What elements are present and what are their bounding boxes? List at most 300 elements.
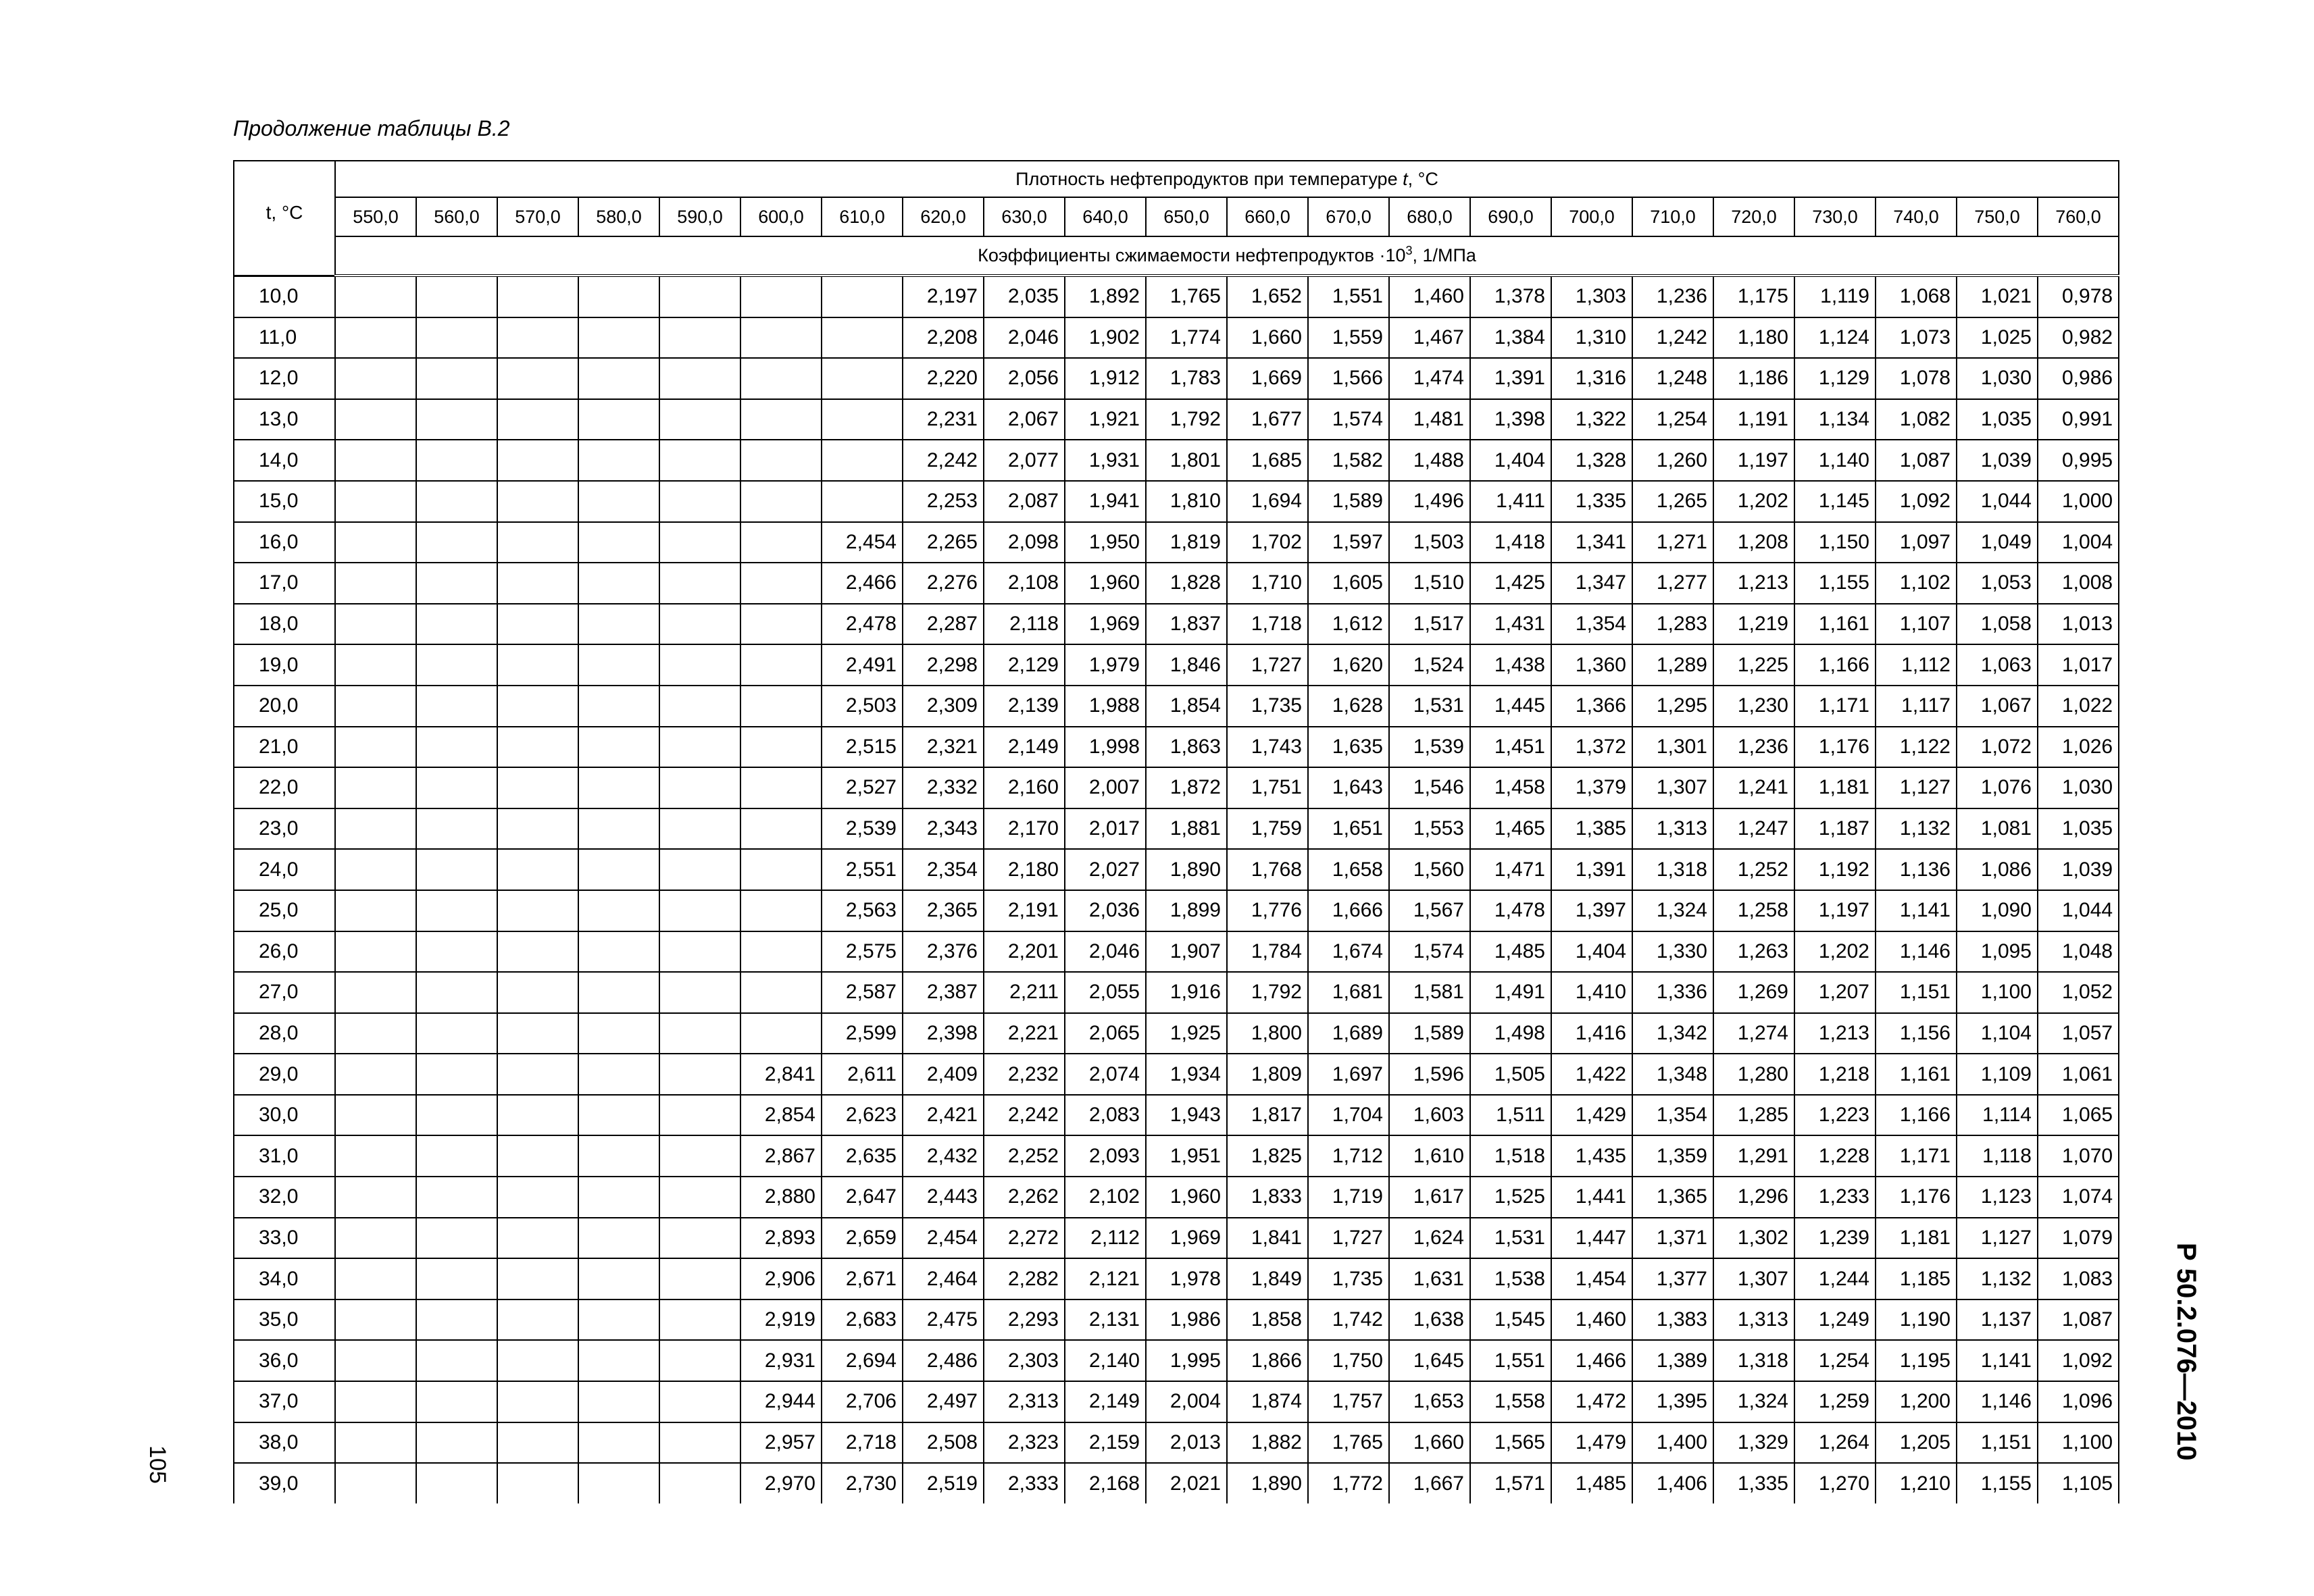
coefficient-cell <box>497 1013 578 1054</box>
coefficient-cell: 1,558 <box>1470 1381 1551 1422</box>
coefficient-cell <box>822 399 903 440</box>
coefficient-cell: 2,635 <box>822 1135 903 1177</box>
coefficient-cell: 1,620 <box>1308 644 1389 686</box>
coefficient-cell: 2,046 <box>984 317 1065 359</box>
coefficient-cell: 1,551 <box>1470 1340 1551 1381</box>
table-row <box>234 1218 2119 1259</box>
temperature-cell: 23,0 <box>234 808 335 850</box>
table-row <box>234 1177 2119 1218</box>
coefficient-cell: 1,768 <box>1227 849 1308 890</box>
table-row <box>234 686 2119 727</box>
coefficient-cell: 1,329 <box>1713 1422 1794 1464</box>
coefficient-cell: 1,322 <box>1551 399 1632 440</box>
coefficient-cell: 1,197 <box>1713 440 1794 481</box>
coefficient-cell: 1,213 <box>1794 1013 1876 1054</box>
coefficient-cell <box>659 1054 740 1095</box>
coefficient-cell: 1,597 <box>1308 522 1389 563</box>
coefficient-cell: 1,208 <box>1713 522 1794 563</box>
coefficient-cell: 1,800 <box>1227 1013 1308 1054</box>
coefficient-cell: 1,751 <box>1227 767 1308 808</box>
coefficient-cell <box>578 1381 659 1422</box>
coefficient-cell: 1,073 <box>1876 317 1957 359</box>
coefficient-cell: 1,316 <box>1551 358 1632 399</box>
coefficient-cell: 1,185 <box>1876 1258 1957 1299</box>
coefficient-cell <box>740 399 822 440</box>
coefficient-cell: 1,252 <box>1713 849 1794 890</box>
coefficient-cell: 1,689 <box>1308 1013 1389 1054</box>
coefficient-cell: 1,422 <box>1551 1054 1632 1095</box>
coefficient-cell: 1,735 <box>1308 1258 1389 1299</box>
coefficient-cell: 1,141 <box>1876 890 1957 931</box>
coefficient-cell <box>335 849 416 890</box>
density-header-cell: 740,0 <box>1876 197 1957 236</box>
coefficient-cell: 1,969 <box>1146 1218 1227 1259</box>
coefficient-cell: 2,313 <box>984 1381 1065 1422</box>
table-row <box>234 1095 2119 1136</box>
coefficient-cell: 1,660 <box>1389 1422 1470 1464</box>
temperature-cell: 16,0 <box>234 522 335 563</box>
coefficient-cell <box>416 931 497 973</box>
coefficient-cell <box>578 727 659 768</box>
coefficient-cell: 1,411 <box>1470 481 1551 522</box>
coefficient-cell: 1,057 <box>2038 1013 2119 1054</box>
coefficient-cell: 1,467 <box>1389 317 1470 359</box>
coefficient-cell: 1,750 <box>1308 1340 1389 1381</box>
coefficient-cell <box>659 1299 740 1341</box>
coefficient-cell: 1,674 <box>1308 931 1389 973</box>
coefficient-cell <box>578 767 659 808</box>
coefficient-cell: 2,970 <box>740 1463 822 1503</box>
coefficient-cell <box>740 522 822 563</box>
coefficient-cell: 1,330 <box>1632 931 1713 973</box>
coefficient-cell: 1,096 <box>2038 1381 2119 1422</box>
coefficient-cell: 1,931 <box>1065 440 1146 481</box>
coefficient-cell <box>497 481 578 522</box>
coefficient-cell: 1,474 <box>1389 358 1470 399</box>
coefficient-cell: 1,517 <box>1389 604 1470 645</box>
coefficient-cell: 1,566 <box>1308 358 1389 399</box>
coefficient-cell: 1,445 <box>1470 686 1551 727</box>
coefficient-cell: 2,027 <box>1065 849 1146 890</box>
coefficient-cell: 1,271 <box>1632 522 1713 563</box>
coefficient-cell: 1,882 <box>1227 1422 1308 1464</box>
coefficient-cell: 1,230 <box>1713 686 1794 727</box>
coefficient-cell: 1,431 <box>1470 604 1551 645</box>
coefficient-cell: 1,236 <box>1713 727 1794 768</box>
coefficient-cell <box>578 1258 659 1299</box>
coefficient-cell: 2,508 <box>903 1422 984 1464</box>
coefficient-cell: 1,008 <box>2038 563 2119 604</box>
coefficient-cell: 1,605 <box>1308 563 1389 604</box>
coefficient-cell: 1,107 <box>1876 604 1957 645</box>
coefficient-cell: 1,783 <box>1146 358 1227 399</box>
coefficient-cell <box>416 808 497 850</box>
coefficient-cell: 1,628 <box>1308 686 1389 727</box>
coefficient-cell: 1,137 <box>1957 1299 2038 1341</box>
coefficient-cell: 1,892 <box>1065 276 1146 317</box>
coefficient-cell <box>578 1218 659 1259</box>
temperature-cell: 22,0 <box>234 767 335 808</box>
coefficient-cell: 1,774 <box>1146 317 1227 359</box>
density-header-cell: 670,0 <box>1308 197 1389 236</box>
table-row <box>234 1299 2119 1341</box>
coefficient-cell: 2,140 <box>1065 1340 1146 1381</box>
coefficient-cell: 2,854 <box>740 1095 822 1136</box>
coefficient-cell <box>497 276 578 317</box>
coefficient-cell: 1,658 <box>1308 849 1389 890</box>
coefficient-cell <box>497 1095 578 1136</box>
coefficient-cell: 1,328 <box>1551 440 1632 481</box>
coefficient-cell: 1,061 <box>2038 1054 2119 1095</box>
coefficient-cell: 1,677 <box>1227 399 1308 440</box>
coefficient-cell: 1,342 <box>1632 1013 1713 1054</box>
coefficient-cell: 1,988 <box>1065 686 1146 727</box>
coefficient-cell: 1,283 <box>1632 604 1713 645</box>
coefficient-cell: 1,978 <box>1146 1258 1227 1299</box>
coefficient-cell: 1,119 <box>1794 276 1876 317</box>
coefficient-cell: 2,231 <box>903 399 984 440</box>
temperature-cell: 39,0 <box>234 1463 335 1503</box>
coefficient-cell <box>335 1381 416 1422</box>
temperature-cell: 38,0 <box>234 1422 335 1464</box>
coefficient-cell: 1,044 <box>1957 481 2038 522</box>
coefficient-cell <box>659 1463 740 1503</box>
coefficient-cell: 2,035 <box>984 276 1065 317</box>
coefficient-cell: 2,611 <box>822 1054 903 1095</box>
coefficient-cell: 1,581 <box>1389 972 1470 1013</box>
coefficient-cell: 2,282 <box>984 1258 1065 1299</box>
coefficient-cell: 2,551 <box>822 849 903 890</box>
coefficient-cell <box>335 1299 416 1341</box>
coefficient-cell: 1,118 <box>1957 1135 2038 1177</box>
coefficient-cell: 1,150 <box>1794 522 1876 563</box>
coefficient-cell: 1,030 <box>1957 358 2038 399</box>
coefficient-cell: 2,683 <box>822 1299 903 1341</box>
coefficient-cell: 1,146 <box>1957 1381 2038 1422</box>
coefficient-cell <box>740 481 822 522</box>
coefficient-cell: 1,589 <box>1389 1013 1470 1054</box>
coefficient-cell: 1,035 <box>2038 808 2119 850</box>
coefficient-cell: 1,488 <box>1389 440 1470 481</box>
coefficient-cell: 2,253 <box>903 481 984 522</box>
coefficient-cell: 2,121 <box>1065 1258 1146 1299</box>
coefficient-cell: 1,710 <box>1227 563 1308 604</box>
coefficient-cell: 1,943 <box>1146 1095 1227 1136</box>
table-row <box>234 358 2119 399</box>
coefficient-cell: 1,491 <box>1470 972 1551 1013</box>
coefficient-cell <box>335 358 416 399</box>
coefficient-cell: 1,210 <box>1876 1463 1957 1503</box>
coefficient-cell: 1,335 <box>1713 1463 1794 1503</box>
coefficient-cell <box>740 890 822 931</box>
coefficient-cell: 1,187 <box>1794 808 1876 850</box>
table-row <box>234 276 2119 317</box>
coefficient-cell <box>416 481 497 522</box>
coefficient-cell <box>497 808 578 850</box>
coefficient-cell <box>335 276 416 317</box>
coefficient-cell: 2,343 <box>903 808 984 850</box>
coefficient-cell <box>578 808 659 850</box>
coefficient-cell: 1,086 <box>1957 849 2038 890</box>
coefficient-cell <box>497 727 578 768</box>
coefficient-cell: 1,082 <box>1876 399 1957 440</box>
coefficient-cell: 1,559 <box>1308 317 1389 359</box>
coefficient-cell <box>497 931 578 973</box>
temperature-cell: 24,0 <box>234 849 335 890</box>
coefficient-cell <box>659 849 740 890</box>
coefficient-cell: 1,617 <box>1389 1177 1470 1218</box>
coefficient-cell: 1,496 <box>1389 481 1470 522</box>
coefficient-cell: 2,077 <box>984 440 1065 481</box>
coefficient-cell <box>497 522 578 563</box>
coefficient-cell: 1,223 <box>1794 1095 1876 1136</box>
coefficient-cell <box>335 890 416 931</box>
coefficient-cell: 1,498 <box>1470 1013 1551 1054</box>
coefficient-cell <box>578 1095 659 1136</box>
coefficient-cell <box>335 522 416 563</box>
coefficient-cell: 1,539 <box>1389 727 1470 768</box>
coefficient-cell: 2,718 <box>822 1422 903 1464</box>
coefficient-cell: 1,087 <box>1876 440 1957 481</box>
coefficient-cell: 2,004 <box>1146 1381 1227 1422</box>
coefficient-cell <box>822 440 903 481</box>
coefficient-cell: 2,139 <box>984 686 1065 727</box>
coefficient-cell <box>335 399 416 440</box>
coefficient-cell: 1,365 <box>1632 1177 1713 1218</box>
coefficient-cell: 1,478 <box>1470 890 1551 931</box>
table-row <box>234 604 2119 645</box>
coefficient-cell: 1,551 <box>1308 276 1389 317</box>
coefficient-cell: 1,175 <box>1713 276 1794 317</box>
coefficient-cell <box>740 808 822 850</box>
coef-title <box>335 236 2119 276</box>
coefficient-cell: 1,425 <box>1470 563 1551 604</box>
coefficient-cell: 1,610 <box>1389 1135 1470 1177</box>
coefficient-cell: 1,100 <box>2038 1422 2119 1464</box>
coefficient-cell <box>416 890 497 931</box>
coefficient-cell: 1,117 <box>1876 686 1957 727</box>
coefficient-cell <box>578 890 659 931</box>
coefficient-cell <box>659 931 740 973</box>
coefficient-cell: 1,192 <box>1794 849 1876 890</box>
coefficient-cell <box>497 644 578 686</box>
coefficient-cell: 1,280 <box>1713 1054 1794 1095</box>
coefficient-cell: 1,837 <box>1146 604 1227 645</box>
coefficient-cell <box>416 1218 497 1259</box>
coefficient-cell: 1,202 <box>1794 931 1876 973</box>
coefficient-cell: 2,102 <box>1065 1177 1146 1218</box>
coefficient-cell: 1,960 <box>1065 563 1146 604</box>
document-code: Р 50.2.076—2010 <box>2171 1243 2201 1461</box>
coefficient-cell: 1,140 <box>1794 440 1876 481</box>
coefficient-cell: 1,525 <box>1470 1177 1551 1218</box>
coefficient-cell: 2,464 <box>903 1258 984 1299</box>
density-header-cell: 590,0 <box>659 197 740 236</box>
coefficient-cell: 2,957 <box>740 1422 822 1464</box>
table-row <box>234 317 2119 359</box>
coefficient-cell <box>659 1135 740 1177</box>
coefficient-cell: 1,260 <box>1632 440 1713 481</box>
table-row <box>234 563 2119 604</box>
coefficient-cell: 1,624 <box>1389 1218 1470 1259</box>
coefficient-cell: 1,743 <box>1227 727 1308 768</box>
coefficient-cell <box>578 563 659 604</box>
coefficient-cell: 1,524 <box>1389 644 1470 686</box>
coefficient-cell: 1,127 <box>1876 767 1957 808</box>
table-row <box>234 1054 2119 1095</box>
density-title <box>335 161 2119 197</box>
coefficient-cell: 1,132 <box>1876 808 1957 850</box>
coefficient-cell <box>578 1013 659 1054</box>
coefficient-cell: 1,186 <box>1713 358 1794 399</box>
coefficient-cell: 2,098 <box>984 522 1065 563</box>
coefficient-cell: 1,863 <box>1146 727 1227 768</box>
coefficient-cell: 0,991 <box>2038 399 2119 440</box>
temperature-cell: 19,0 <box>234 644 335 686</box>
coefficient-cell: 2,575 <box>822 931 903 973</box>
coefficient-cell: 1,712 <box>1308 1135 1389 1177</box>
coefficient-cell: 2,149 <box>1065 1381 1146 1422</box>
coefficient-cell: 1,697 <box>1308 1054 1389 1095</box>
coefficient-cell: 1,347 <box>1551 563 1632 604</box>
coefficient-cell: 1,538 <box>1470 1258 1551 1299</box>
coefficient-cell: 1,122 <box>1876 727 1957 768</box>
coefficient-cell <box>578 1340 659 1381</box>
coefficient-cell <box>335 563 416 604</box>
coefficient-cell: 2,221 <box>984 1013 1065 1054</box>
temperature-cell: 12,0 <box>234 358 335 399</box>
coef-title-text: Коэффициенты сжимаемости нефтепродуктов ·10 <box>978 245 1406 265</box>
coefficient-cell <box>335 1095 416 1136</box>
coefficient-cell <box>497 1463 578 1503</box>
coefficient-cell: 2,242 <box>984 1095 1065 1136</box>
coefficient-cell <box>416 1381 497 1422</box>
coefficient-cell: 2,056 <box>984 358 1065 399</box>
coefficient-cell: 1,318 <box>1713 1340 1794 1381</box>
coefficient-cell: 1,205 <box>1876 1422 1957 1464</box>
coefficient-cell: 1,021 <box>1957 276 2038 317</box>
coefficient-cell: 1,603 <box>1389 1095 1470 1136</box>
coefficient-cell: 1,742 <box>1308 1299 1389 1341</box>
density-header-cell: 660,0 <box>1227 197 1308 236</box>
coefficient-cell: 2,841 <box>740 1054 822 1095</box>
coefficient-cell: 1,899 <box>1146 890 1227 931</box>
coefficient-cell <box>335 686 416 727</box>
coefficient-cell <box>416 1299 497 1341</box>
coefficient-cell: 1,872 <box>1146 767 1227 808</box>
coefficient-cell: 1,471 <box>1470 849 1551 890</box>
coefficient-cell <box>740 767 822 808</box>
coefficient-cell: 2,563 <box>822 890 903 931</box>
coefficient-cell: 1,197 <box>1794 890 1876 931</box>
density-header-cell: 760,0 <box>2038 197 2119 236</box>
coefficient-cell: 1,950 <box>1065 522 1146 563</box>
coefficient-cell <box>335 1218 416 1259</box>
coefficient-cell: 2,208 <box>903 317 984 359</box>
coefficient-cell: 1,377 <box>1632 1258 1713 1299</box>
temperature-cell: 21,0 <box>234 727 335 768</box>
coefficient-cell: 1,136 <box>1876 849 1957 890</box>
coefficient-cell <box>335 481 416 522</box>
coefficient-cell <box>578 276 659 317</box>
coefficient-cell: 1,574 <box>1389 931 1470 973</box>
coefficient-cell: 1,866 <box>1227 1340 1308 1381</box>
coefficient-cell: 1,166 <box>1794 644 1876 686</box>
coefficient-cell: 1,129 <box>1794 358 1876 399</box>
coefficient-cell: 1,397 <box>1551 890 1632 931</box>
coefficient-cell: 2,421 <box>903 1095 984 1136</box>
coefficient-cell: 1,612 <box>1308 604 1389 645</box>
coefficient-cell <box>497 604 578 645</box>
density-header-cell: 620,0 <box>903 197 984 236</box>
coefficient-cell: 2,398 <box>903 1013 984 1054</box>
table-row <box>234 1013 2119 1054</box>
coefficient-cell: 1,100 <box>1957 972 2038 1013</box>
coefficient-cell <box>497 890 578 931</box>
coefficient-cell: 1,418 <box>1470 522 1551 563</box>
coefficient-cell: 1,176 <box>1876 1177 1957 1218</box>
coefficient-cell: 1,151 <box>1957 1422 2038 1464</box>
coefficient-cell: 2,659 <box>822 1218 903 1259</box>
coefficient-cell <box>740 440 822 481</box>
table-row <box>234 1258 2119 1299</box>
coefficient-cell: 1,259 <box>1794 1381 1876 1422</box>
coefficient-cell: 1,941 <box>1065 481 1146 522</box>
coefficient-cell: 2,220 <box>903 358 984 399</box>
coefficient-cell: 2,519 <box>903 1463 984 1503</box>
coefficient-cell: 1,451 <box>1470 727 1551 768</box>
coefficient-cell: 2,055 <box>1065 972 1146 1013</box>
coefficient-cell: 2,159 <box>1065 1422 1146 1464</box>
coefficient-cell: 1,039 <box>2038 849 2119 890</box>
coefficient-cell: 2,730 <box>822 1463 903 1503</box>
coefficient-cell: 1,384 <box>1470 317 1551 359</box>
coefficient-cell <box>335 1340 416 1381</box>
coefficient-cell: 1,485 <box>1551 1463 1632 1503</box>
coefficient-cell <box>497 1299 578 1341</box>
coefficient-cell <box>335 1422 416 1464</box>
coefficient-cell <box>497 1381 578 1422</box>
coefficient-cell: 1,511 <box>1470 1095 1551 1136</box>
coefficient-cell: 1,166 <box>1876 1095 1957 1136</box>
coefficient-cell: 1,765 <box>1308 1422 1389 1464</box>
coefficient-cell: 1,313 <box>1632 808 1713 850</box>
coefficient-cell: 1,817 <box>1227 1095 1308 1136</box>
coefficient-cell <box>335 317 416 359</box>
coefficient-cell: 2,694 <box>822 1340 903 1381</box>
coefficient-cell: 1,109 <box>1957 1054 2038 1095</box>
density-header-cell: 650,0 <box>1146 197 1227 236</box>
coefficient-cell: 1,735 <box>1227 686 1308 727</box>
coefficient-cell: 0,995 <box>2038 440 2119 481</box>
coefficient-cell: 1,039 <box>1957 440 2038 481</box>
coefficient-cell: 1,341 <box>1551 522 1632 563</box>
coefficient-cell <box>740 563 822 604</box>
coefficient-cell: 2,880 <box>740 1177 822 1218</box>
coefficient-cell: 1,391 <box>1470 358 1551 399</box>
table-row <box>234 1340 2119 1381</box>
coefficient-cell: 1,660 <box>1227 317 1308 359</box>
coefficient-cell: 2,242 <box>903 440 984 481</box>
coefficient-cell: 1,921 <box>1065 399 1146 440</box>
coefficient-cell: 2,671 <box>822 1258 903 1299</box>
coefficient-cell <box>497 686 578 727</box>
coefficient-cell <box>659 317 740 359</box>
coefficient-cell: 1,307 <box>1632 767 1713 808</box>
coefficient-cell: 2,906 <box>740 1258 822 1299</box>
coefficient-cell: 1,336 <box>1632 972 1713 1013</box>
coefficient-cell: 1,151 <box>1876 972 1957 1013</box>
